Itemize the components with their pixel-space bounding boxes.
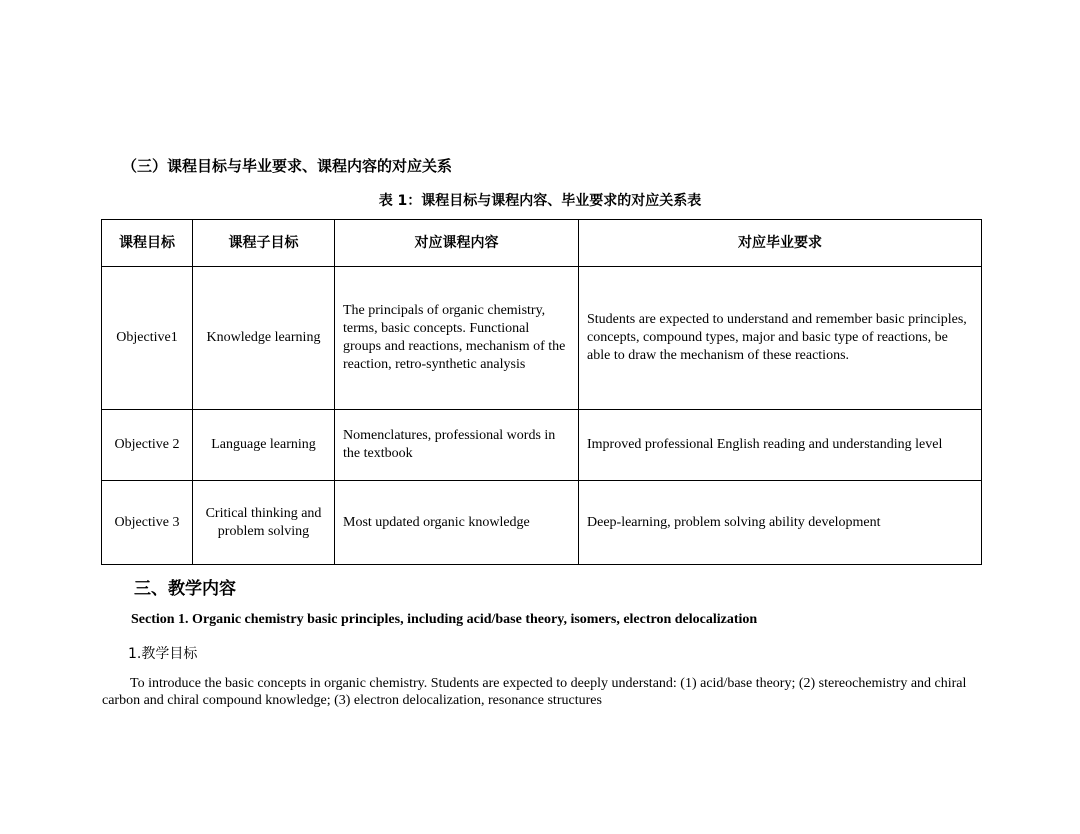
section-heading: （三）课程目标与毕业要求、课程内容的对应关系 <box>122 157 453 175</box>
cell-content: Most updated organic knowledge <box>335 481 579 565</box>
cell-objective: Objective1 <box>102 267 193 410</box>
cell-objective: Objective 3 <box>102 481 193 565</box>
header-objective: 课程目标 <box>102 220 193 267</box>
header-requirement: 对应毕业要求 <box>579 220 982 267</box>
body-paragraph: To introduce the basic concepts in organic chemistry. Students are expected to deeply understand: (1) acid/base theory; (2) stereochemistry and chiral carbon and chiral compound knowledge; (3) electron delocalization, resonance structures <box>102 676 967 708</box>
table-header-row <box>102 220 982 267</box>
header-sub-objective: 课程子目标 <box>193 220 335 267</box>
cell-objective: Objective 2 <box>102 410 193 481</box>
cell-content: The principals of organic chemistry, terms, basic concepts. Functional groups and reactions, mechanism of the reaction, retro-synthetic analysis <box>335 267 579 410</box>
cell-requirement: Improved professional English reading and understanding level <box>579 410 982 481</box>
cell-requirement: Deep-learning, problem solving ability development <box>579 481 982 565</box>
table-row <box>102 410 982 481</box>
table-row <box>102 481 982 565</box>
objectives-table <box>101 219 982 565</box>
table-row <box>102 267 982 410</box>
teaching-content-heading: 三、教学内容 <box>134 579 236 599</box>
cell-sub-objective: Language learning <box>193 410 335 481</box>
teaching-goal-subheading: 1.教学目标 <box>128 646 198 662</box>
cell-sub-objective: Knowledge learning <box>193 267 335 410</box>
header-content: 对应课程内容 <box>335 220 579 267</box>
section-title: Section 1. Organic chemistry basic principles, including acid/base theory, isomers, electron delocalization <box>131 612 758 627</box>
table-caption: 表 1：课程目标与课程内容、毕业要求的对应关系表 <box>378 193 702 209</box>
cell-requirement: Students are expected to understand and remember basic principles, concepts, compound types, major and basic type of reactions, be able to draw the mechanism of these reactions. <box>579 267 982 410</box>
cell-content: Nomenclatures, professional words in the textbook <box>335 410 579 481</box>
cell-sub-objective: Critical thinking and problem solving <box>193 481 335 565</box>
